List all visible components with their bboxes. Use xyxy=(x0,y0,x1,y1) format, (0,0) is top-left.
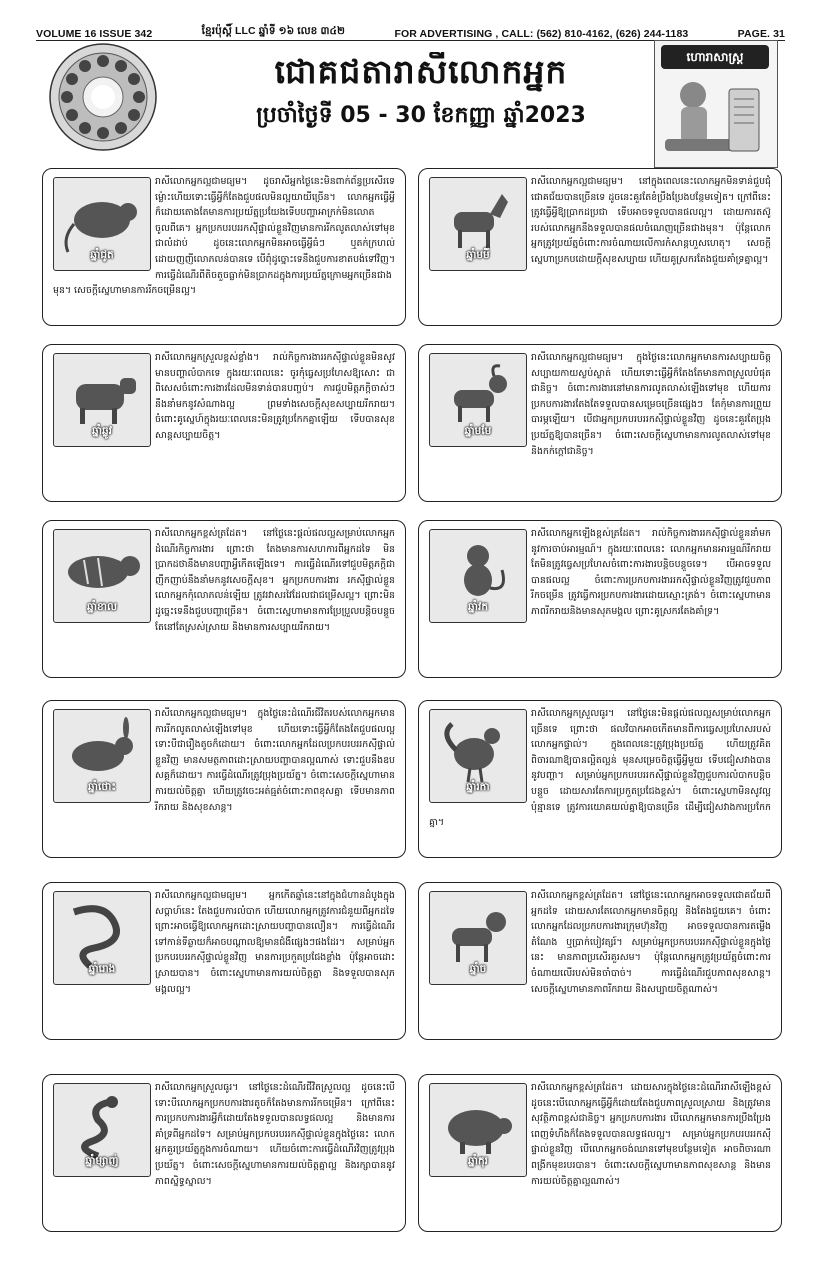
snake-reading: រាសីលោកអ្នកស្រួលធូរ។ នៅថ្ងៃនេះដំណើរជីវិតស្រួលល្អ ដូចនេះបើទោះបីលោកអ្នកប្រកបការងារតូចក៏តែងមានការរីកចម្រើន។ ក្រៅពីនេះការប្រកបការងារអ្វីក៏ដោយតែងទទួលបានលទ្ធផលល្អ និងមានការគាំទ្រពីអ្នកដទៃ។ សម្រាប់អ្នកប្រកបរបររកស៊ីផ្ទាល់ខ្លួនក្នុងថ្ងៃនេះ លោកអ្នកគួរប្រយ័ត្នក្នុងការចំណាយ។ ហើយចំពោះការធ្វើដំណើរវិញត្រូវប្រុងប្រយ័ត្ន។ ចំពោះសេចក្តីស្នេហាមានការយល់ចិត្តគ្នាល្អ និងរក្សាបាននូវភាពស្និទ្ធស្នាល។ xyxy=(155,1082,395,1187)
rabbit-badge-label: ឆ្នាំថោះ xyxy=(88,781,116,793)
dog-reading: រាសីលោកអ្នកខ្ពស់ត្រដែត។ នៅថ្ងៃនេះលោកអ្នកអាចទទួលជោគជ័យពីអ្នកដទៃ ដោយសារតែលោកអ្នកមានចិត្តល្អ និងតែងជួយគេ។ ចំពោះលោកអ្នកដែលប្រកបការងារក្រុមហ៊ុនវិញ អាចទទួលបានការតម្លើងតំណែង ឬប្រាក់បៀវត្សរ៍។ សម្រាប់អ្នកប្រកបរបររកស៊ីផ្ទាល់ខ្លួនក្នុងថ្ងៃនេះ មានភាពប្រសើរគួរសម។ ប៉ុន្តែលោកអ្នកត្រូវប្រយ័ត្នចំពោះការចំណាយលើរបស់មិនចាំបាច់។ ការធ្វើដំណើរជួបភាពសុខសាន្ត។ សេចក្តីស្នេហាមានភាពរីករាយ និងសប្បាយចិត្តណាស់។ xyxy=(531,890,771,995)
title-block xyxy=(186,52,656,132)
rat-reading: រាសីលោកអ្នកល្អជាមធ្យម។ ដូចរាសីអ្នកថ្ងៃនេះមិនពាក់ព័ន្ធប្រសើរទេ ម៉្លោះហើយទោះធ្វើអ្វីក៏តែងជួបផលមិនល្អយាយីច្រើន។ លោកអ្នកធ្វើអ្វីក៏ដោយតោងតែមានការប្រយ័ត្នប្រយែងទើបបញ្ហាអាក្រក់មិនលោតចូលពីគេ។ អ្នកប្រកបរបររកស៊ីផ្ទាល់ខ្លួនវិញមានការរីកលូតលាស់ទៅមុខជាលំដាប់ ដូចនេះលោកអ្នកមិនអាចធ្វើអ្វីធំៗ ឬតក់ក្រហល់ដោយញញីលោភលន់បានទេ បើពុំដូច្នោះទេនឹងជួបការខាតបង់ទៅវិញ។ ការធ្វើដំណើរពីតិចតួចធ្លាក់មិនប្រាកដក្នុងការប្រយ័ត្នក្រោមអ្នកច្រើនជាងមុន។ សេចក្តីស្នេហាមានការរីកចម្រើនល្អ។ xyxy=(53,176,395,297)
dragon-badge-label: ឆ្នាំរោង xyxy=(88,963,116,975)
horse-reading: រាសីលោកអ្នកល្អជាមធ្យម។ នៅក្នុងពេលនេះលោកអ្នកមិនទាន់ជួបជុំជោគជ័យបានច្រើនទេ ដូចនេះគួរតែខំប្រឹងប្រែងបន្ថែមទៀត។ ក្រៅពីនេះត្រូវធ្វើអ្វីឱ្យប្រាកដប្រជា ទើបអាចទទួលបានផលល្អ។ ដោយការតស៊ូរបស់លោកអ្នកនឹងទទួលបានផលចំណេញច្រើនជាងមុន។ ប៉ុន្តែលោកអ្នកត្រូវប្រយ័ត្នចំពោះការចំណាយលើការកំសាន្តហួសហេតុ។ សេចក្តីស្នេហាប្រកបដោយក្តីសុខសប្បាយ ហើយគូស្រករតែងជួយគាំទ្រគ្នាល្អ។ xyxy=(531,176,771,265)
dog-badge-label: ឆ្នាំច xyxy=(469,963,487,975)
tiger-badge-label: ឆ្នាំខាល xyxy=(87,601,117,613)
volume-issue: VOLUME 16 ISSUE 342 xyxy=(36,28,153,40)
rabbit-text-block xyxy=(53,706,395,851)
rabbit-reading: រាសីលោកអ្នកល្អជាមធ្យម។ ក្នុងថ្ងៃនេះដំណើរជីវិតរបស់លោកអ្នកមានការរីកលូតលាស់ឡើងទៅមុខ ហើយទោះធ្វើអ្វីក៏តែងតែជួបផលល្អ ទោះបីជារឿងតូចក៏ដោយ។ ចំពោះលោកអ្នកដែលប្រកបរបររកស៊ីផ្ទាល់ខ្លួនវិញ មានសមត្ថភាពដោះស្រាយបញ្ហាបានល្អណាស់ ទោះជួបនឹងឧបសគ្គក៏ដោយ។ ការធ្វើដំណើរត្រូវប្រុងប្រយ័ត្ន។ ចំពោះសេចក្តីស្នេហាមានការយល់ចិត្តគ្នា ហើយត្រូវចេះអត់ធ្មត់ចំពោះភាពខុសគ្នា ទើបមានភាពរីករាយ និងសុខសាន្ត។ xyxy=(155,708,395,813)
snake-text-block xyxy=(53,1080,395,1225)
sign-card-rat xyxy=(42,168,406,326)
rat-text-block xyxy=(53,174,395,319)
sign-card-dog xyxy=(418,882,782,1040)
advertising-contact: FOR ADVERTISING , CALL: (562) 810-4162, (626) 244-1183 xyxy=(394,28,689,40)
snake-badge-label: ឆ្នាំម្សាញ់ xyxy=(85,1155,119,1167)
ox-text-block xyxy=(53,350,395,495)
ox-reading: រាសីលោកអ្នកស្រួលខ្ពស់ខ្លាំង។ រាល់កិច្ចការងាររកស៊ីផ្ទាល់ខ្លួនមិនសូវមានបញ្ហាលំបាកទេ ក្នុងរយៈពេលនេះ ចូរកុំធ្វេសប្រហែសឱ្យសោះ ជាពិសេសចំពោះការងារដែលមិនទាន់បានបញ្ចប់។ ការជួបមិត្តភក្តិចាស់ៗនឹងនាំមកនូវសំណាងល្អ ព្រមទាំងសេចក្តីសុខសប្បាយរីករាយ។ ចំពោះគូស្នេហ៍ក្នុងរយៈពេលនេះមិនត្រូវប្រកែកគ្នាឡើយ ទើបបានសុខសាន្តសប្បាយចិត្ត។ xyxy=(155,352,395,441)
rooster-reading: រាសីលោកអ្នកស្រួលធូរ។ នៅថ្ងៃនេះមិនផ្តល់ផលល្អសម្រាប់លោកអ្នកច្រើនទេ ព្រោះថា ផលវិបាកអាចកើតមានពីការធ្វេសប្រហែសរបស់លោកអ្នកផ្ទាល់។ ក្នុងពេលនេះត្រូវប្រុងប្រយ័ត្ន ហើយត្រូវគិតពិចារណាឱ្យបានល្អិតល្អន់ មុនសម្រេចចិត្តធ្វើអ្វីមួយ ទើបជៀសវាងបាននូវបញ្ហា។ សម្រាប់អ្នកប្រកបរបររកស៊ីផ្ទាល់ខ្លួនវិញជួបការលំបាកបន្តិចបន្តួច ដោយសារតែការប្រកួតប្រជែងខ្ពស់។ ចំពោះស្នេហាមិនសូវល្អប៉ុន្មានទេ ត្រូវការយោគយល់គ្នាឱ្យបានច្រើន ដើម្បីជៀសវាងការប្រកែកគ្នា។ xyxy=(429,708,771,829)
tiger-reading: រាសីលោកអ្នកខ្ពស់ត្រដែត។ នៅថ្ងៃនេះផ្តល់ផលល្អសម្រាប់លោកអ្នកដំណើរកិច្ចការងារ ព្រោះថា តែងមានការសហការពីអ្នកដទៃ មិនប្រាកដថានឹងមានបញ្ហាអ្វីកើតឡើងទេ។ ការធ្វើដំណើរទៅជួបមិត្តភក្តិជាញឹកញាប់នឹងនាំមកនូវសេចក្តីសុខ។ អ្នកប្រកបការងារ រកស៊ីផ្ទាល់ខ្លួន លោកអ្នកកុំលោភលន់ឡើយ ត្រូវរវាសរវៃដែលជាជម្រើសល្អ។ ព្រោះមិនដូច្នេះទេនឹងជួបបញ្ហាច្រើន។ ចំពោះស្នេហាមានការប្រែប្រួលបន្តិចបន្តួច តែនៅតែស្រស់ស្រាយ និងមានការសប្បាយរីករាយ។ xyxy=(155,528,395,633)
sign-card-snake xyxy=(42,1074,406,1232)
masthead: ខ្មែរប៉ុស្ដិ៍ LLC ឆ្នាំទី ១៦ លេខ ៣៤២ xyxy=(201,25,346,37)
sign-card-pig xyxy=(418,1074,782,1232)
sign-card-goat xyxy=(418,344,782,502)
dog-text-block xyxy=(429,888,771,1033)
horse-text-block xyxy=(429,174,771,319)
pig-text-block xyxy=(429,1080,771,1225)
sign-card-tiger xyxy=(42,520,406,678)
page-subtitle: ប្រចាំថ្ងៃទី 05 - 30 ខែកញ្ញា ឆ្នាំ2023 xyxy=(256,103,586,128)
sign-card-horse xyxy=(418,168,782,326)
rat-badge-label: ឆ្នាំជូត xyxy=(90,249,114,261)
astrologer-label: ហោរាសាស្ត្រ xyxy=(661,45,769,69)
monkey-badge-label: ឆ្នាំវក xyxy=(468,601,488,613)
astrologer-box xyxy=(654,40,778,168)
sign-card-dragon xyxy=(42,882,406,1040)
page-header-bar xyxy=(36,18,785,41)
sign-card-monkey xyxy=(418,520,782,678)
sign-card-ox xyxy=(42,344,406,502)
page xyxy=(36,14,785,1250)
page-number: PAGE. 31 xyxy=(737,28,785,40)
pig-badge-label: ឆ្នាំកុរ xyxy=(468,1155,488,1167)
astrologer-illustration xyxy=(655,69,777,165)
goat-text-block xyxy=(429,350,771,495)
goat-reading: រាសីលោកអ្នកល្អជាមធ្យម។ ក្នុងថ្ងៃនេះលោកអ្នកមានការសប្បាយចិត្ត សប្បាយកាយស្ងប់ស្ងាត់ ហើយទោះធ្វើអ្វីក៏តែងតែមានភាពស្រួលបំផុតជានិច្ច។ ចំពោះការងារនៅមានការលូតលាស់ឡើងទៅមុខ ហើយការប្រកបការងារតែងតែទទួលបានសម្រេចច្រើនផ្សេងៗ តែកុំមានការព្រួយបារម្ភឡើយ។ បើជាអ្នកប្រកបរបររកស៊ីផ្ទាល់ខ្លួនវិញ ដូចនេះគួរតែប្រុងប្រយ័ត្នឱ្យបានច្រើន។ ចំពោះសេចក្តីស្នេហាមានការលូតលាស់ទៅមុខ និងកក់ក្តៅជានិច្ច។ xyxy=(531,352,771,457)
dragon-text-block xyxy=(53,888,395,1033)
rooster-text-block xyxy=(429,706,771,851)
rooster-badge-label: ឆ្នាំរកា xyxy=(466,781,490,793)
sign-card-rabbit xyxy=(42,700,406,858)
horse-badge-label: ឆ្នាំមមី xyxy=(466,249,490,261)
dragon-reading: រាសីលោកអ្នកល្អជាមធ្យម។ អ្នកកើតឆ្នាំនេះនៅក្នុងជំហានដំបូងក្នុងសប្តាហ៍នេះ តែងជួបការលំបាក ហើយលោកអ្នកត្រូវការជំនួយពីអ្នកដទៃ ព្រោះអាចធ្វើឱ្យលោកអ្នកដោះស្រាយបញ្ហាបានលឿន។ ការធ្វើដំណើរទៅកាន់ទីឆ្ងាយក៏អាចបណ្តាលឱ្យមានជំងឺផ្សេងៗផងដែរ។ សម្រាប់អ្នកប្រកបរបររកស៊ីផ្ទាល់ខ្លួនវិញ មានការប្រកួតប្រជែងខ្លាំង ប៉ុន្តែអាចដោះស្រាយបាន។ ចំពោះស្នេហាមានការយល់ចិត្តគ្នា និងទទួលបានសុភមង្គលល្អ។ xyxy=(155,890,395,995)
monkey-text-block xyxy=(429,526,771,671)
monkey-reading: រាសីលោកអ្នកឡើងខ្ពស់ត្រដែត។ រាល់កិច្ចការងាររកស៊ីផ្ទាល់ខ្លួននាំមកនូវការចាប់អារម្មណ៍។ ក្នុងរយៈពេលនេះ លោកអ្នកមានអារម្មណ៍រីករាយ តែមិនត្រូវធ្វេសប្រហែសចំពោះការងារបន្តិចបន្តួចទេ។ បើអាចទទួលបានផលល្អ ចំពោះការប្រកបការងាររកស៊ីផ្ទាល់ខ្លួនវិញត្រូវជួបភាពរីកចម្រើន ត្រូវធ្វើការប្រកបការងារដោយស្មោះត្រង់។ ចំពោះស្នេហាមានភាពរីករាយនិងមានសុភមង្គល ព្រោះគូស្រករតែងគាំទ្រ។ xyxy=(531,528,771,617)
pig-reading: រាសីលោកអ្នកខ្ពស់ត្រដែត។ ដោយសារក្នុងថ្ងៃនេះដំណើររាសីឡើងខ្ពស់ ដូចនេះបើលោកអ្នកធ្វើអ្វីក៏ដោយតែងជួបភាពស្រួលស្រាយ និងត្រូវមានសុវត្ថិភាពខ្ពស់ជានិច្ច។ អ្នកប្រកបការងារ បើលោកអ្នកមានការប្រឹងប្រែងពេញទំហឹងក៏តែងទទួលបានលទ្ធផលល្អ។ សម្រាប់អ្នកប្រកបរបររកស៊ីផ្ទាល់ខ្លួនវិញ បើលោកអ្នកចង់ឈានទៅមុខបន្ថែមទៀត អាចពិចារណាពង្រីកមុខរបរបាន។ ចំពោះសេចក្តីស្នេហាមានភាពសុខសាន្ត និងមានការយល់ចិត្តគ្នាល្អណាស់។ xyxy=(531,1082,771,1187)
page-title: ជោគជតារាសីលោកអ្នក xyxy=(274,52,568,91)
tiger-text-block xyxy=(53,526,395,671)
sign-card-rooster xyxy=(418,700,782,858)
zodiac-wheel-image xyxy=(48,42,158,152)
goat-badge-label: ឆ្នាំមមែ xyxy=(464,425,492,437)
ox-badge-label: ឆ្នាំឆ្លូវ xyxy=(92,425,112,437)
